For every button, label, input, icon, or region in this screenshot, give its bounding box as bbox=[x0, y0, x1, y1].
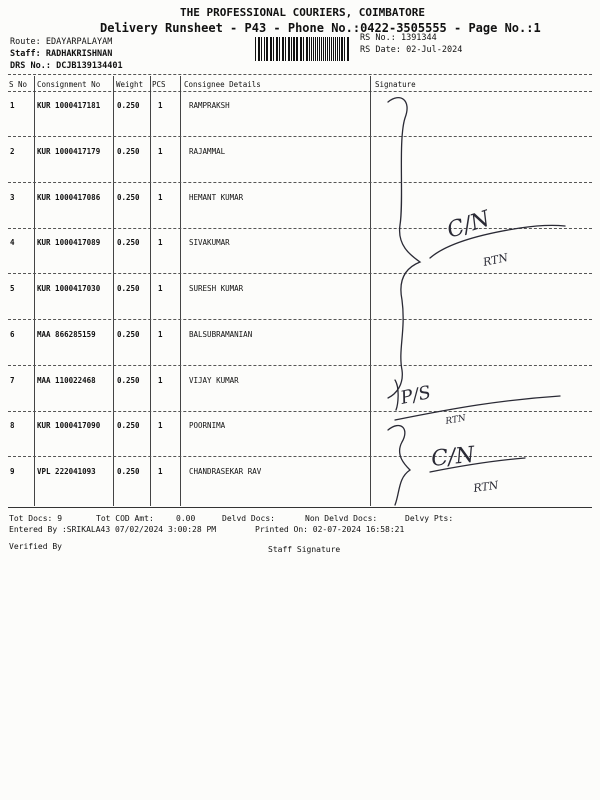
staff-row bbox=[10, 49, 112, 59]
col-header-consignment: Consignment No bbox=[37, 80, 101, 89]
barcode-image bbox=[255, 37, 350, 61]
cell-sno: 8 bbox=[10, 421, 15, 430]
rs-no-value: 1391344 bbox=[400, 33, 437, 43]
row-separator bbox=[8, 273, 592, 274]
mark1-top: C/N bbox=[444, 206, 494, 244]
tot-docs bbox=[9, 514, 62, 523]
barcode-bar bbox=[277, 37, 278, 61]
cell-sno: 3 bbox=[10, 193, 15, 202]
barcode-bar bbox=[325, 37, 326, 61]
cell-consignee: RAJAMMAL bbox=[189, 147, 226, 156]
column-divider bbox=[180, 76, 181, 506]
rs-date-row bbox=[360, 45, 462, 55]
table-bottom-rule bbox=[8, 507, 592, 508]
tot-cod-value: 0.00 bbox=[176, 514, 196, 523]
cell-consignee: POORNIMA bbox=[189, 421, 226, 430]
cell-weight: 0.250 bbox=[117, 101, 140, 110]
barcode-bar bbox=[347, 37, 348, 61]
cell-weight: 0.250 bbox=[117, 284, 140, 293]
mark3-bottom: RTN bbox=[472, 478, 500, 495]
cell-weight: 0.250 bbox=[117, 376, 140, 385]
drs-value: DCJB139134401 bbox=[56, 61, 123, 71]
cell-consignee: CHANDRASEKAR RAV bbox=[189, 467, 262, 476]
column-divider bbox=[370, 76, 371, 506]
row-separator bbox=[8, 319, 592, 320]
column-divider bbox=[34, 76, 35, 506]
cell-consignment: KUR 1000417086 bbox=[37, 193, 101, 202]
non-delvd-docs: Non Delvd Docs: bbox=[305, 514, 378, 523]
barcode-bar bbox=[317, 37, 318, 61]
col-header-weight: Weight bbox=[116, 80, 144, 89]
mark2-top: P/S bbox=[398, 382, 433, 409]
col-header-signature: Signature bbox=[375, 80, 416, 89]
barcode-bar bbox=[273, 37, 274, 61]
cell-weight: 0.250 bbox=[117, 467, 140, 476]
column-divider bbox=[113, 76, 114, 506]
barcode-bar bbox=[337, 37, 338, 61]
cell-pcs: 1 bbox=[158, 193, 163, 202]
barcode-bar bbox=[303, 37, 304, 61]
cell-weight: 0.250 bbox=[117, 193, 140, 202]
barcode-bar bbox=[264, 37, 265, 61]
column-divider bbox=[150, 76, 151, 506]
verified-by: Verified By bbox=[9, 542, 62, 551]
drs-label: DRS No.: bbox=[10, 61, 51, 71]
delvy-pts: Delvy Pts: bbox=[405, 514, 454, 523]
cell-consignee: BALSUBRAMANIAN bbox=[189, 330, 253, 339]
tot-docs-value: 9 bbox=[57, 514, 63, 523]
barcode-bar bbox=[293, 37, 294, 61]
printed-on: Printed On: 02-07-2024 16:58:21 bbox=[255, 525, 405, 534]
mark2-bottom: RTN bbox=[444, 413, 467, 427]
row-separator bbox=[8, 136, 592, 137]
col-header-pcs: PCS bbox=[152, 80, 166, 89]
staff-value: RADHAKRISHNAN bbox=[45, 49, 113, 59]
cell-consignment: KUR 1000417089 bbox=[37, 238, 101, 247]
delvd-docs: Delvd Docs: bbox=[222, 514, 275, 523]
table-header-rule bbox=[8, 91, 592, 92]
cell-pcs: 1 bbox=[158, 467, 163, 476]
staff-signature: Staff Signature bbox=[268, 545, 341, 554]
cell-consignee: SIVAKUMAR bbox=[189, 238, 230, 247]
table-top-rule bbox=[8, 74, 592, 75]
rs-no-row bbox=[360, 33, 437, 43]
barcode-bar bbox=[313, 37, 314, 61]
barcode-bar bbox=[307, 37, 308, 61]
cell-weight: 0.250 bbox=[117, 421, 140, 430]
cell-sno: 1 bbox=[10, 101, 15, 110]
cell-consignee: RAMPRAKSH bbox=[189, 101, 230, 110]
rs-no-label: RS No.: bbox=[360, 33, 396, 43]
mark3-top: C/N bbox=[430, 442, 476, 472]
barcode-bar bbox=[283, 37, 284, 61]
route-value: EDAYARPALAYAM bbox=[45, 37, 113, 47]
barcode-bar bbox=[255, 37, 256, 61]
rs-date-value: 02-Jul-2024 bbox=[406, 45, 463, 55]
row-separator bbox=[8, 182, 592, 183]
barcode-bar bbox=[271, 37, 272, 61]
cell-consignment: MAA 110022468 bbox=[37, 376, 96, 385]
cell-sno: 9 bbox=[10, 467, 15, 476]
cell-consignment: KUR 1000417179 bbox=[37, 147, 101, 156]
barcode-bar bbox=[323, 37, 324, 61]
cell-consignee: VIJAY KUMAR bbox=[189, 376, 239, 385]
cell-consignment: KUR 1000417181 bbox=[37, 101, 101, 110]
barcode-bar bbox=[261, 37, 262, 61]
cell-pcs: 1 bbox=[158, 330, 163, 339]
cell-consignee: SURESH KUMAR bbox=[189, 284, 244, 293]
cell-consignment: VPL 222041093 bbox=[37, 467, 96, 476]
entered-by: Entered By :SRIKALA43 07/02/2024 3:00:28 PM bbox=[9, 525, 217, 534]
cell-sno: 6 bbox=[10, 330, 15, 339]
tot-docs-label: Tot Docs: bbox=[9, 514, 53, 523]
cell-sno: 5 bbox=[10, 284, 15, 293]
row-separator bbox=[8, 365, 592, 366]
cell-pcs: 1 bbox=[158, 421, 163, 430]
staff-label: Staff: bbox=[10, 49, 41, 59]
route-row bbox=[10, 37, 112, 47]
cell-sno: 7 bbox=[10, 376, 15, 385]
cell-pcs: 1 bbox=[158, 284, 163, 293]
col-header-sno: S No bbox=[9, 80, 28, 89]
cell-consignment: MAA 866285159 bbox=[37, 330, 96, 339]
col-header-consignee: Consignee Details bbox=[184, 80, 261, 89]
cell-consignee: HEMANT KUMAR bbox=[189, 193, 244, 202]
mark1-bottom: RTN bbox=[481, 251, 510, 269]
tot-cod-label: Tot COD Amt: bbox=[96, 514, 154, 523]
route-label: Route: bbox=[10, 37, 41, 47]
rs-date-label: RS Date: bbox=[360, 45, 401, 55]
barcode-bar bbox=[342, 37, 343, 61]
cell-pcs: 1 bbox=[158, 147, 163, 156]
cell-consignment: KUR 1000417030 bbox=[37, 284, 101, 293]
runsheet-title: Delivery Runsheet - P43 - Phone No.:0422-3505555 - Page No.:1 bbox=[100, 21, 541, 35]
cell-consignment: KUR 1000417090 bbox=[37, 421, 101, 430]
row-separator bbox=[8, 228, 592, 229]
cell-pcs: 1 bbox=[158, 238, 163, 247]
drs-row bbox=[10, 61, 123, 71]
tot-cod bbox=[96, 514, 154, 523]
cell-sno: 4 bbox=[10, 238, 15, 247]
row-separator bbox=[8, 456, 592, 457]
company-title: THE PROFESSIONAL COURIERS, COIMBATORE bbox=[180, 6, 426, 19]
cell-weight: 0.250 bbox=[117, 330, 140, 339]
cell-sno: 2 bbox=[10, 147, 15, 156]
row-separator bbox=[8, 411, 592, 412]
barcode-bar bbox=[289, 37, 290, 61]
cell-pcs: 1 bbox=[158, 101, 163, 110]
barcode-bar bbox=[296, 37, 297, 61]
cell-weight: 0.250 bbox=[117, 238, 140, 247]
barcode-bar bbox=[331, 37, 332, 61]
cell-pcs: 1 bbox=[158, 376, 163, 385]
cell-weight: 0.250 bbox=[117, 147, 140, 156]
